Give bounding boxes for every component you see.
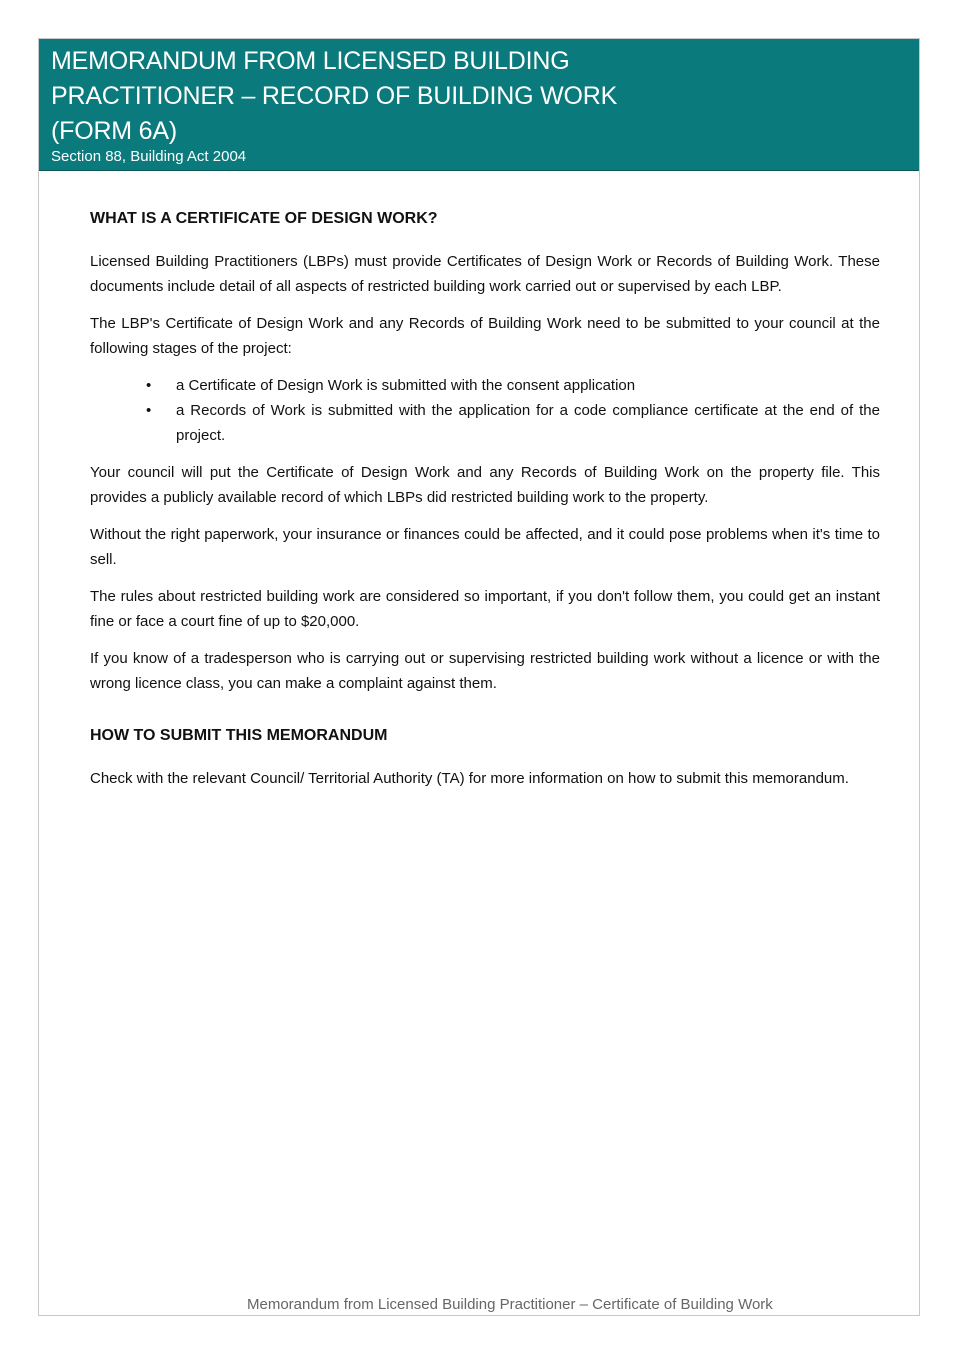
paragraph: Check with the relevant Council/ Territorial Authority (TA) for more information on how to submit this memorandum. <box>90 770 849 787</box>
bullet-list <box>90 373 880 448</box>
document-title <box>51 44 617 149</box>
paragraph: Without the right paperwork, your insurance or finances could be affected, and it could pose problems when it's time to sell. <box>90 526 880 568</box>
paragraph: Licensed Building Practitioners (LBPs) must provide Certificates of Design Work or Records of Building Work. These documents include detail of all aspects of restricted building work carried out or supervised by each LBP. <box>90 253 880 295</box>
bullet-icon: • <box>146 402 152 419</box>
section-heading: HOW TO SUBMIT THIS MEMORANDUM <box>90 727 388 744</box>
document-page <box>38 38 920 1316</box>
bullet-icon: • <box>146 377 152 394</box>
title-banner <box>39 39 919 171</box>
list-item-text: a Records of Work is submitted with the application for a code compliance certificate at the end of the project. <box>176 402 880 444</box>
list-item <box>146 373 880 398</box>
paragraph: The rules about restricted building work are considered so important, if you don't follow them, you could get an instant fine or face a court fine of up to $20,000. <box>90 588 880 630</box>
document-subtitle: Section 88, Building Act 2004 <box>51 148 247 165</box>
paragraph: Your council will put the Certificate of Design Work and any Records of Building Work on the property file. This provides a publicly available record of which LBPs did restricted building work to the property. <box>90 464 880 506</box>
document-body <box>90 207 880 803</box>
paragraph: The LBP's Certificate of Design Work and any Records of Building Work need to be submitted to your council at the following stages of the project: <box>90 315 880 357</box>
title-line: (FORM 6A) <box>51 117 177 145</box>
title-line: PRACTITIONER – RECORD OF BUILDING WORK <box>51 82 618 110</box>
paragraph: If you know of a tradesperson who is carrying out or supervising restricted building work without a licence or with the wrong licence class, you can make a complaint against them. <box>90 650 880 692</box>
list-item-text: a Certificate of Design Work is submitted with the consent application <box>176 377 636 394</box>
section-heading: WHAT IS A CERTIFICATE OF DESIGN WORK? <box>90 210 438 227</box>
list-item <box>146 398 880 448</box>
page-footer: Memorandum from Licensed Building Practitioner – Certificate of Building Work <box>247 1296 773 1313</box>
title-line: MEMORANDUM FROM LICENSED BUILDING <box>51 47 570 75</box>
